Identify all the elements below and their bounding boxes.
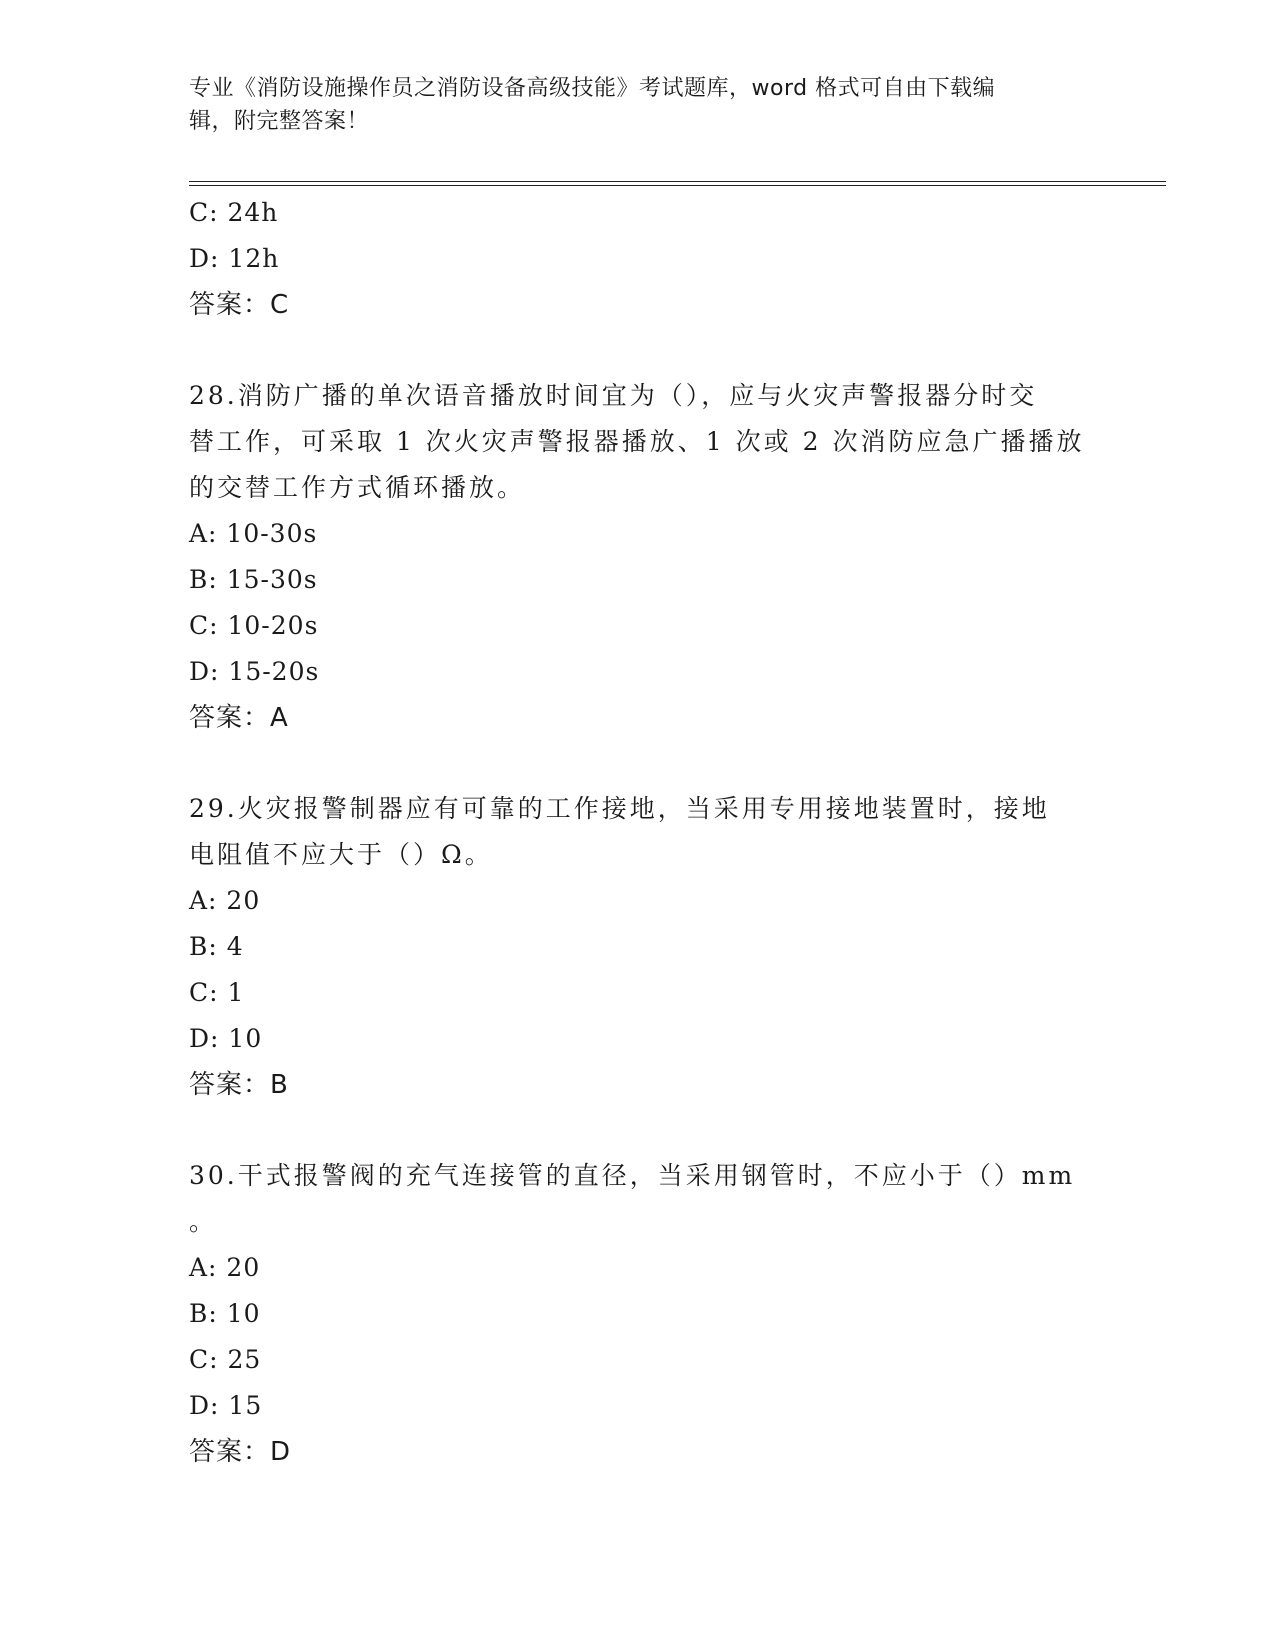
- document-header: [189, 72, 1089, 138]
- option-c: C: 10-20s: [189, 611, 319, 640]
- question-text-line: 28.消防广播的单次语音播放时间宜为（），应与火灾声警报器分时交: [189, 381, 1038, 410]
- option-c: C: 25: [189, 1345, 262, 1374]
- question-28: [189, 373, 1089, 741]
- answer-line: 答案：D: [189, 1437, 292, 1467]
- header-rule-bottom: [189, 185, 1166, 186]
- answer-line: 答案：B: [189, 1070, 289, 1100]
- option-d: D: 10: [189, 1024, 263, 1053]
- answer-line: 答案：A: [189, 703, 289, 733]
- question-text-line: 电阻值不应大于（）Ω。: [189, 840, 493, 869]
- option-d: D: 15: [189, 1391, 263, 1420]
- question-text-line: 。: [189, 1207, 218, 1236]
- option-a: A: 10-30s: [189, 519, 318, 548]
- answer-line: 答案：C: [189, 290, 290, 320]
- header-rule-top: [189, 181, 1166, 182]
- option-d: D: 12h: [189, 244, 280, 273]
- option-a: A: 20: [189, 1253, 261, 1282]
- option-c: C: 1: [189, 978, 245, 1007]
- question-text-line: 替工作，可采取 1 次火灾声警报器播放、1 次或 2 次消防应急广播播放: [189, 427, 1085, 456]
- option-a: A: 20: [189, 886, 261, 915]
- option-b: B: 15-30s: [189, 565, 318, 594]
- question-29: [189, 786, 1089, 1108]
- option-b: B: 4: [189, 932, 244, 961]
- question-content: [189, 190, 1089, 1475]
- question-text-line: 30.干式报警阀的充气连接管的直径，当采用钢管时，不应小于（）mm: [189, 1161, 1076, 1190]
- question-text-line: 的交替工作方式循环播放。: [189, 473, 526, 502]
- question-30: [189, 1153, 1089, 1475]
- header-line-2: 辑，附完整答案！: [189, 109, 370, 134]
- question-text-line: 29.火灾报警制器应有可靠的工作接地，当采用专用接地装置时，接地: [189, 794, 1050, 823]
- question-27-continued: [189, 190, 1089, 328]
- header-line-1: 专业《消防设施操作员之消防设备高级技能》考试题库，word 格式可自由下载编: [189, 76, 996, 101]
- option-b: B: 10: [189, 1299, 261, 1328]
- option-c: C: 24h: [189, 198, 279, 227]
- option-d: D: 15-20s: [189, 657, 320, 686]
